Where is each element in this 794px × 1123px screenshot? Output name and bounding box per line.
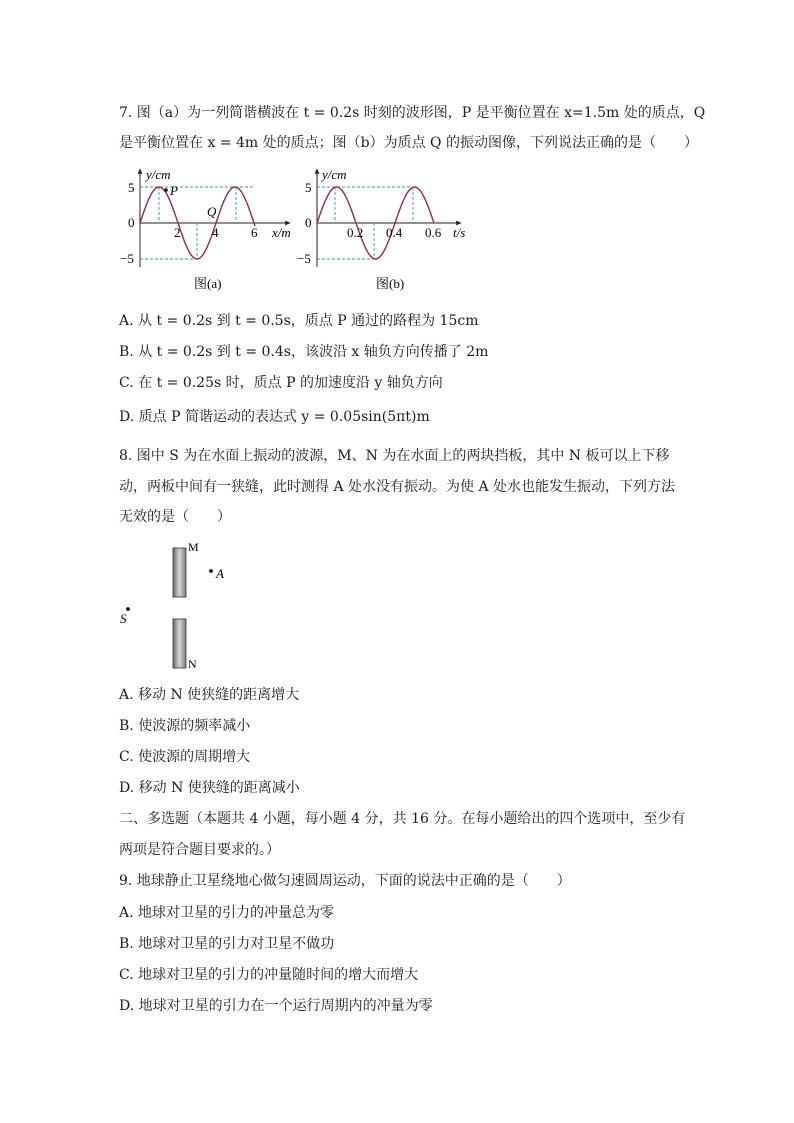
ytick-5: 5	[305, 180, 312, 195]
point-p-label: P	[170, 183, 178, 198]
q7-stem-line-1: 7. 图（a）为一列简谐横波在 t = 0.2s 时刻的波形图，P 是平衡位置在 x=1.5m 处的质点，Q	[119, 105, 706, 121]
ytick-5: 5	[128, 180, 135, 195]
xtick-2: 2	[174, 225, 181, 240]
point-p-dot	[164, 188, 168, 192]
label-n: N	[188, 657, 197, 671]
xtick-6: 6	[251, 225, 258, 240]
xtick-0.4: 0.4	[386, 225, 403, 240]
q7-figure-b	[296, 165, 476, 295]
ytick-neg5: −5	[297, 251, 311, 266]
ytick-0: 0	[128, 215, 135, 230]
q7-stem-line-2: 是平衡位置在 x = 4m 处的质点；图（b）为质点 Q 的振动图像，下列说法正确的是（ ）	[119, 135, 698, 151]
plate-n	[173, 619, 186, 668]
q8-stem-line-1: 8. 图中 S 为在水面上振动的波源，M、N 为在水面上的两块挡板，其中 N 板可以上下移	[119, 448, 670, 464]
q9-stem: 9. 地球静止卫星绕地心做匀速圆周运动，下面的说法中正确的是（ ）	[119, 873, 571, 889]
ytick-0: 0	[305, 215, 312, 230]
q8-stem-line-3: 无效的是（ ）	[119, 509, 231, 525]
q8-option-d: D. 移动 N 使狭缝的距离减小	[119, 780, 300, 796]
q8-option-c: C. 使波源的周期增大	[119, 749, 251, 765]
label-a: A	[216, 566, 224, 581]
xtick-0.2: 0.2	[347, 225, 364, 240]
q8-figure	[112, 535, 252, 675]
xtick-0.6: 0.6	[425, 225, 442, 240]
section2-heading-line-1: 二、多选题（本题共 4 小题，每小题 4 分，共 16 分。在每小题给出的四个选项中，至少有	[119, 811, 686, 827]
q9-option-b: B. 地球对卫星的引力对卫星不做功	[119, 936, 335, 952]
source-s-dot	[126, 607, 130, 611]
q9-option-d: D. 地球对卫星的引力在一个运行周期内的冲量为零	[119, 998, 433, 1014]
t-axis-label: t/s	[453, 225, 466, 240]
q8-option-a: A. 移动 N 使狭缝的距离增大	[119, 687, 300, 703]
label-m: M	[188, 540, 199, 554]
q7-option-d: D. 质点 P 简谐运动的表达式 y = 0.05sin(5πt)m	[119, 409, 430, 425]
q9-option-a: A. 地球对卫星的引力的冲量总为零	[119, 905, 335, 921]
figure-a-caption: 图(a)	[194, 276, 222, 291]
ytick-neg5: −5	[120, 251, 134, 266]
point-a-dot	[209, 569, 213, 573]
q7-option-c: C. 在 t = 0.25s 时，质点 P 的加速度沿 y 轴负方向	[119, 375, 443, 391]
q8-stem-line-2: 动，两板中间有一狭缝，此时测得 A 处水没有振动。为使 A 处水也能发生振动，下列方法	[119, 479, 676, 495]
q7-option-a: A. 从 t = 0.2s 到 t = 0.5s，质点 P 通过的路程为 15cm	[119, 313, 479, 329]
q7-option-b: B. 从 t = 0.2s 到 t = 0.4s，该波沿 x 轴负方向传播了 2m	[119, 344, 489, 360]
point-q-label: Q	[207, 204, 217, 219]
label-s: S	[120, 611, 127, 626]
x-axis-label: x/m	[272, 225, 291, 240]
xtick-4: 4	[212, 225, 219, 240]
q8-option-b: B. 使波源的频率减小	[119, 718, 251, 734]
figure-b-caption: 图(b)	[376, 276, 405, 291]
y-axis-label: y/cm	[322, 167, 347, 182]
y-axis-label: y/cm	[146, 167, 171, 182]
q9-option-c: C. 地球对卫星的引力的冲量随时间的增大而增大	[119, 967, 419, 983]
plate-m	[173, 548, 186, 597]
section2-heading-line-2: 两项是符合题目要求的。）	[119, 842, 280, 858]
q7-figure-a	[118, 165, 298, 295]
